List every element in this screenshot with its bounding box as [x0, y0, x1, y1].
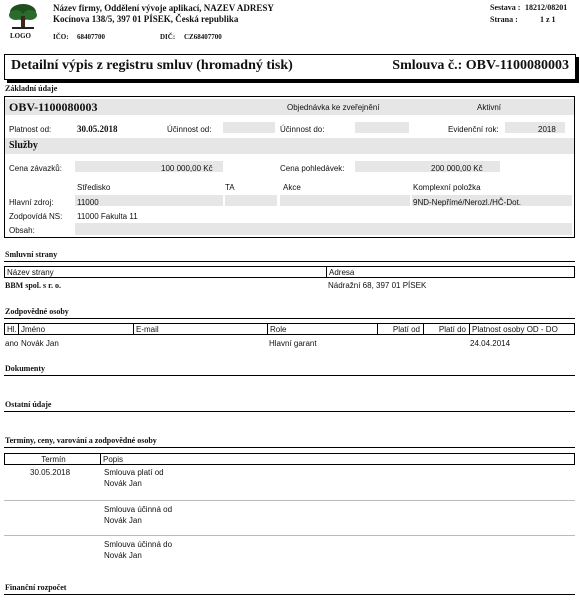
sestava-value: 18212/08201 [525, 3, 568, 12]
platnost-label: Platnost od: [9, 125, 52, 134]
section-responsible-title: Zodpovědné osoby [5, 307, 69, 316]
resp-platnost: 24.04.2014 [470, 339, 511, 348]
resp-name: Novák Jan [21, 339, 59, 348]
term-line2: Novák Jan [104, 516, 142, 525]
documents-divider [4, 375, 575, 376]
term-row [4, 466, 575, 502]
sluzby-row-bg [5, 138, 574, 154]
col-jmeno: Jméno [19, 324, 134, 335]
cena-poh-value: 200 000,00 Kč [431, 164, 483, 173]
col-komplex: Komplexní položka [413, 183, 481, 192]
dic-label: DIČ: [160, 33, 176, 41]
zodpovida-label: Zodpovídá NS: [9, 212, 63, 221]
company-name: Název firmy, Oddělení vývoje aplikací, NAZEV ADRESY [53, 3, 274, 13]
responsible-header [4, 323, 575, 335]
resp-hl: ano [5, 339, 19, 348]
obsah-label: Obsah: [9, 226, 35, 235]
parties-divider [4, 261, 575, 262]
ico-value: 68407700 [77, 33, 105, 41]
term-line1: Smlouva účinná do [104, 540, 173, 549]
tree-icon [6, 3, 40, 29]
section-parties-title: Smluvní strany [5, 250, 58, 259]
evid-label: Evidenční rok: [448, 125, 499, 134]
hlavni-zdroj-value: 11000 [77, 198, 99, 207]
zodpovida-value: 11000 Fakulta 11 [77, 212, 138, 221]
party-address: Nádražní 68, 397 01 PÍSEK [328, 281, 427, 290]
col-stredisko: Středisko [77, 183, 111, 192]
cena-zav-label: Cena závazků: [9, 164, 62, 173]
strana-value: 1 z 1 [540, 15, 556, 24]
sestava-label: Sestava : [490, 3, 521, 12]
obsah-value [75, 223, 572, 235]
cena-zav-value: 100 000,00 Kč [161, 164, 213, 173]
page-title: Detailní výpis z registru smluv (hromadný tisk) [11, 58, 293, 73]
col-role: Role [268, 324, 378, 335]
ico-label: IČO: [53, 33, 69, 41]
platnost-value: 30.05.2018 [77, 124, 118, 134]
responsible-divider [4, 318, 575, 319]
term-row-divider [4, 535, 575, 536]
ucinnost-do-label: Účinnost do: [280, 125, 325, 134]
term-row [4, 538, 575, 574]
contract-number: Smlouva č.: OBV-1100080003 [392, 58, 569, 73]
section-finance-title: Finanční rozpočet [5, 583, 67, 592]
col-platnost: Platnost osoby OD - DO [472, 325, 558, 334]
basic-box [4, 96, 575, 238]
contract-code: OBV-1100080003 [9, 100, 98, 114]
section-basic-title: Základní údaje [5, 84, 58, 93]
col-name: Název strany [5, 267, 327, 278]
company-address: Kocínova 138/5, 397 01 PÍSEK, Česká republika [53, 14, 239, 24]
term-row [4, 503, 575, 539]
status-value: Aktivní [477, 103, 502, 112]
terms-divider [4, 447, 575, 448]
section-other-title: Ostatní údaje [5, 400, 52, 409]
section-terms-title: Termíny, ceny, varování a zodpovědné osoby [5, 436, 157, 445]
col-plati-od: Platí od [378, 324, 424, 335]
zdroj-bg3 [280, 195, 410, 206]
col-akce: Akce [283, 183, 301, 192]
party-name: BBM spol. s r. o. [5, 281, 61, 290]
evid-value: 2018 [538, 125, 556, 134]
ucinnost-od-value [223, 122, 275, 133]
zdroj-bg2 [225, 195, 277, 206]
finance-divider [4, 594, 575, 595]
col-email: E-mail [134, 324, 268, 335]
hlavni-zdroj-label: Hlavní zdroj: [9, 198, 54, 207]
col-popis: Popis [103, 455, 124, 464]
term-line1: Smlouva účinná od [104, 505, 173, 514]
resp-role: Hlavní garant [269, 339, 317, 348]
col-plati-do: Platí do [424, 324, 470, 335]
ucinnost-od-label: Účinnost od: [167, 125, 212, 134]
dic-value: CZ68407700 [184, 33, 222, 41]
parties-header [4, 266, 575, 278]
term-line1: Smlouva platí od [104, 468, 164, 477]
cena-poh-label: Cena pohledávek: [280, 164, 345, 173]
col-hl: Hl. [5, 324, 19, 335]
ucinnost-do-value [355, 122, 409, 133]
term-date: 30.05.2018 [30, 468, 71, 477]
term-row-divider [4, 500, 575, 501]
col-address: Adresa [329, 268, 355, 277]
other-divider [4, 411, 575, 412]
komplex-value: 9ND-Nepřímé/Nerozl./HČ-Dot. [413, 198, 522, 207]
logo-text: LOGO [10, 32, 32, 40]
evid-value-bg [505, 122, 565, 133]
term-line2: Novák Jan [104, 479, 142, 488]
col-ta: TA [225, 183, 235, 192]
term-line2: Novák Jan [104, 551, 142, 560]
col-termin: Termín [5, 454, 101, 465]
title-box [4, 54, 576, 80]
strana-label: Strana : [490, 15, 518, 24]
sluzby-label: Služby [9, 140, 38, 151]
section-documents-title: Dokumenty [5, 364, 46, 373]
terms-header [4, 453, 575, 465]
objednavka-label: Objednávka ke zveřejnění [287, 103, 380, 112]
